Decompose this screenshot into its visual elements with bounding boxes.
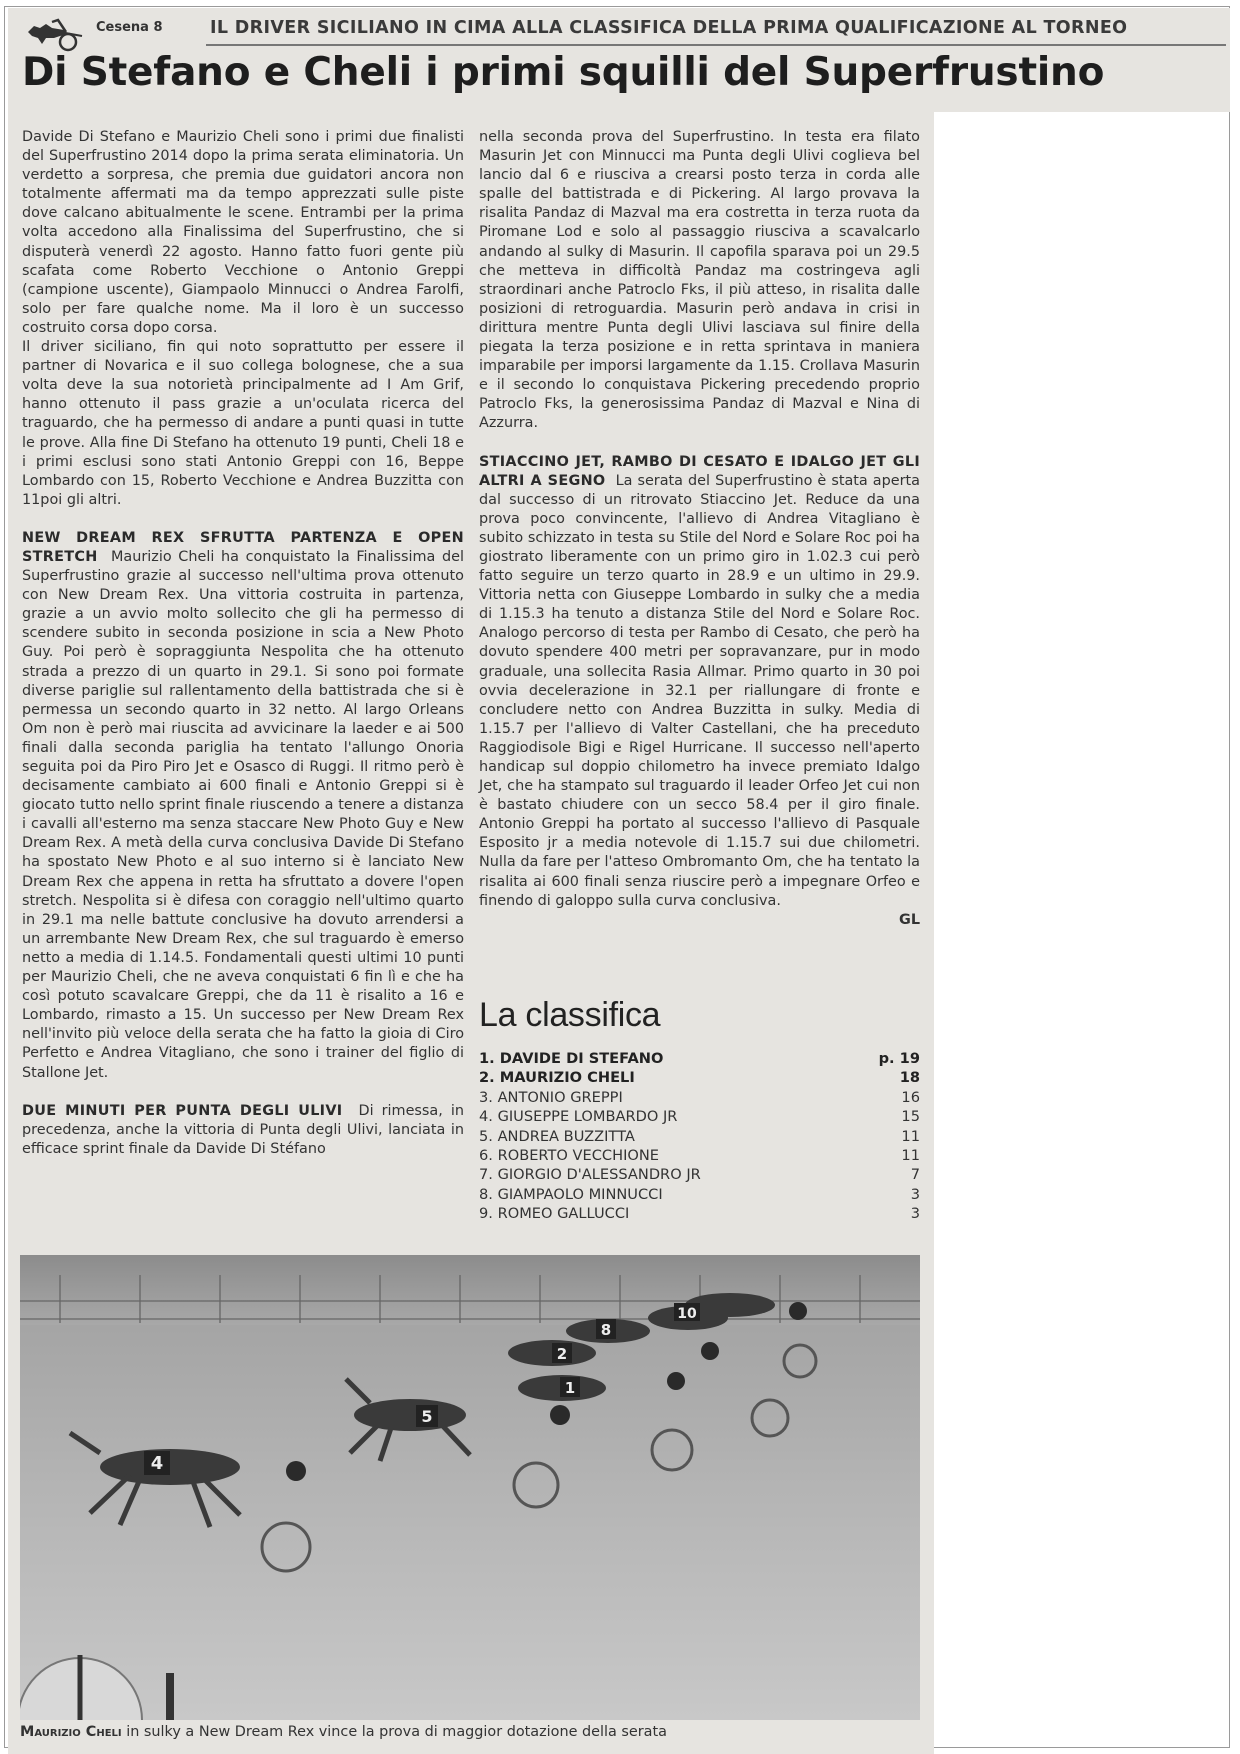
paragraph: nella seconda prova del Superfrustino. In testa era filato Masurin Jet con Minnucci ma Punta degli Ulivi coglieva bel lancio dal 6 e riusciva a crearsi posto terza in corda alle spalle del battistrada e di Pickering. Al largo provava la risalita Pandaz di Mazval ma era costretta in terza ruota da Piromane Lod e solo al passaggio riusciva a scavalcarlo andando al sulky di Masurin. Il capofila sparava poi un 29.5 che metteva in difficoltà Pandaz ma costringeva agli straordinari anche Patroclo Fks, il più atteso, in risalita dalle posizioni di retroguardia. Masurin però andava in crisi in dirittura mentre Punta degli Ulivi lasciava sul finire della piegata la terza posizione e in retta sprintava in maniera imparabile per imporsi largamente da 1.15. Crollava Masurin e il secondo lo conquistava Pickering precedendo proprio Patroclo Fks, la generosissima Pandaz di Mazval e Nina di Azzurra.: [479, 129, 920, 432]
ranking-points: 11: [901, 1147, 920, 1165]
ranking-driver: 6. ROBERTO VECCHIONE: [479, 1147, 660, 1165]
ranking-row: [479, 1185, 920, 1204]
saddle-number: 5: [421, 1407, 433, 1426]
spacer: [479, 434, 920, 453]
subheading: NEW DREAM REX SFRUTTA PARTENZA E OPEN STRETCH: [22, 529, 464, 565]
ranking-row: [479, 1146, 920, 1165]
saddle-number: 8: [600, 1321, 612, 1339]
paragraph: Davide Di Stefano e Maurizio Cheli sono i primi due finalisti del Superfrustino 2014 dopo la prima serata eliminatoria. Un verdetto a sorpresa, che premia due guidatori ancora non totalmente affermati ma da tempo apprezzati sulle piste dove calcano abitualmente le scene. Entrambi per la prima volta accedono alla Finalissima del Superfrustino, che si disputerà venerdì 22 agosto. Hanno fatto fuori gente più scafata come Roberto Vecchione o Antonio Greppi (campione uscente), Giampaolo Minnucci o Andrea Farolfi, solo per fare qualche nome. Ma il loro è un successo costruito corsa dopo corsa.: [22, 129, 464, 336]
subheading: STIACCINO JET, RAMBO DI CESATO E IDALGO JET GLI ALTRI A SEGNO: [479, 453, 920, 489]
paragraph: Il driver siciliano, fin qui noto soprattutto per essere il partner di Novarica e il suo collega bolognese, che a sua volta deve la sua notorietà principalmente ad I Am Grif, hanno ottenuto il pass grazie a un'oculata ricerca del traguardo, che ha permesso di andare a punti quasi in tutte le prove. Alla fine Di Stefano ha ottenuto 19 punti, Cheli 18 e i primi esclusi sono stati Antonio Greppi con 16, Beppe Lombardo con 15, Roberto Vecchione e Andrea Buzzitta con 11poi gli altri.: [22, 339, 464, 508]
subsection: [22, 1102, 464, 1159]
ranking-driver: 8. GIAMPAOLO MINNUCCI: [479, 1185, 663, 1203]
caption-name: Maurizio Cheli: [20, 1724, 122, 1740]
kicker: IL DRIVER SICILIANO IN CIMA ALLA CLASSIFICA DELLA PRIMA QUALIFICAZIONE AL TORNEO: [210, 18, 1128, 38]
kicker-rule: [206, 44, 1226, 46]
ranking-points: 18: [899, 1069, 920, 1087]
spacer: [22, 1083, 464, 1102]
author-signature: GL: [899, 911, 920, 928]
ranking-row: [479, 1127, 920, 1146]
saddle-number: 2: [556, 1345, 568, 1363]
ranking-driver: 3. ANTONIO GREPPI: [479, 1088, 623, 1106]
article-left-column: [22, 128, 464, 1159]
ranking-title: La classifica: [479, 996, 661, 1034]
subsection-text: La serata del Superfrustino è stata aperta dal successo di un ritrovato Stiaccino Jet. Reduce da una prova poco convincente, l'allievo di Andrea Vitagliano è subito schizzato in testa su Stile del Nord e Solare Roc poi ha giostrato liberamente con un primo giro in 1.02.3 cui però fatto seguire un terzo quarto in 28.9 e un ultimo in 29.9. Vittoria netta con Giuseppe Lombardo in sulky che a media di 1.15.3 ha tenuto a distanza Stile del Nord e Solare Roc. Analogo percorso di testa per Rambo di Cesato, che però ha dovuto spendere 400 metri per sopravanzare, pur in modo graduale, una sollecita Rasia Allmar. Primo quarto in 30 poi ovvia decelerazione in 32.1 per riallungare di fronte e concludere netto con Andrea Buzzitta in sulky. Media di 1.15.7 per l'allievo di Valter Castellani, che ha preceduto Raggiodisole Bigi e Rigel Hurricane. Il successo nell'aperto handicap sul doppio chilometro ha invece premiato Idalgo Jet, che ha stampato sul traguardo il leader Orfeo Jet cui non è bastato chiudere con un secco 58.4 per il giro finale. Antonio Greppi ha portato al successo l'allievo di Pasquale Esposito jr a media notevole di 1.15.7 sui due chilometri. Nulla da fare per l'atteso Ombromanto Om, che ha tentato la risalita ai 600 finali senza riuscire però a impegnare Orfeo e finendo di galoppo sulla curva conclusiva.: [479, 472, 920, 909]
ranking-points: 7: [910, 1166, 920, 1184]
ranking-row: [479, 1049, 920, 1068]
race-photo-image: [20, 1255, 920, 1720]
caption-text: in sulky a New Dream Rex vince la prova di maggior dotazione della serata: [121, 1724, 667, 1740]
ranking-driver: 1. DAVIDE DI STEFANO: [479, 1050, 664, 1067]
ranking-driver: 9. ROMEO GALLUCCI: [479, 1205, 630, 1223]
subsection: [22, 529, 464, 1083]
headline: Di Stefano e Cheli i primi squilli del Superfrustino: [22, 50, 1105, 95]
ranking-driver: 7. GIORGIO D'ALESSANDRO JR: [479, 1166, 701, 1184]
ranking-row: [479, 1088, 920, 1107]
subsection-text: Di rimessa, in precedenza, anche la vittoria di Punta degli Ulivi, lanciata in efficace sprint finale da Davide Di Stéfano: [22, 1102, 464, 1157]
subsection-text: Maurizio Cheli ha conquistato la Finalissima del Superfrustino grazie al successo nell'ultima prova ottenuto con New Dream Rex. Una vittoria costruita in partenza, grazie a un avvio molto sollecito che gli ha permesso di scendere subito in seconda posizione in scia a New Photo Guy. Poi però è sopraggiunta Nespolita che ha ottenuto strada a prezzo di un quarto in 29.1. Si sono poi formate diverse pariglie sul rallentamento della battistrada che si è permessa un secondo quarto in 32 netto. Al largo Orleans Om non è però mai riuscita ad avvicinare la laeder e ai 500 finali dalla seconda pariglia ha tentato l'allungo Onoria seguita poi da Piro Piro Jet e Osasco di Ruggi. Il ritmo però è decisamente cambiato ai 600 finali e Antonio Greppi si è giocato tutto nello sprint finale riuscendo a tenere a distanza i cavalli all'esterno ma senza staccare New Photo Guy e New Dream Rex. A metà della curva conclusiva Davide Di Stefano ha spostato New Photo e al suo interno si è lanciato New Dream Rex che appena in retta ha sfruttato a dovere l'open stretch. Nespolita si è difesa con coraggio nell'ultimo quarto in 29.1 ma nelle battute conclusive ha dovuto arrendersi a un arrembante New Dream Rex, che sul traguardo è emerso netto a media di 1.14.5. Fondamentali questi ultimi 10 punti per Maurizio Cheli, che ne aveva conquistati 6 fin lì e che ha così potuto scavalcare Greppi, che da 11 è risalito a 16 e Lombardo, rimasto a 15. Un successo per New Dream Rex nell'invito più veloce della serata che ha fatto la gioia di Ciro Perfetto e Andrea Vitagliano, che sono i trainer del figlio di Stallone Jet.: [22, 548, 464, 1081]
ranking-list: [479, 1049, 920, 1224]
ranking-row: [479, 1068, 920, 1087]
ranking-points: 3: [910, 1205, 920, 1223]
saddle-number: 4: [150, 1453, 164, 1474]
ranking-points: p. 19: [878, 1050, 920, 1067]
ranking-row: [479, 1165, 920, 1184]
ranking-row: [479, 1204, 920, 1223]
article-right-column: [479, 128, 920, 930]
saddle-number: 10: [677, 1306, 697, 1322]
ranking-points: 11: [901, 1127, 920, 1145]
ranking-points: 16: [901, 1088, 920, 1106]
ranking-points: 3: [910, 1185, 920, 1203]
subsection: [479, 453, 920, 911]
ranking-driver: 2. MAURIZIO CHELI: [479, 1069, 635, 1087]
saddle-number: 1: [564, 1379, 576, 1397]
ranking-driver: 5. ANDREA BUZZITTA: [479, 1127, 635, 1145]
ranking-row: [479, 1107, 920, 1126]
section-label: Cesena 8: [96, 20, 163, 35]
race-photo: [20, 1255, 920, 1720]
spacer: [22, 510, 464, 529]
subheading: DUE MINUTI PER PUNTA DEGLI ULIVI: [22, 1102, 343, 1119]
photo-caption: [20, 1724, 667, 1740]
harness-racing-logo-icon: [24, 16, 90, 52]
ranking-driver: 4. GIUSEPPE LOMBARDO JR: [479, 1108, 678, 1126]
ranking-points: 15: [901, 1108, 920, 1126]
